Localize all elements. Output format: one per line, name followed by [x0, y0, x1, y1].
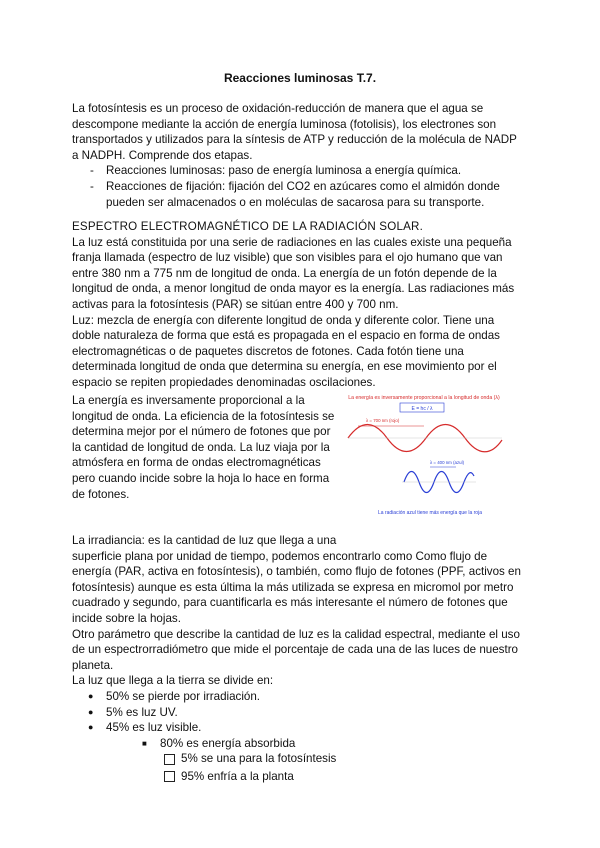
division-intro: La luz que llega a la tierra se divide en:: [72, 674, 274, 688]
page-title: Reacciones luminosas T.7.: [223, 71, 377, 85]
formula-label: E = hc / λ: [411, 406, 433, 412]
stages-list: [72, 163, 522, 210]
division-subsubitem: [72, 751, 522, 767]
subsubitem-label: 95% enfría a la planta: [181, 769, 294, 783]
division-item: ● 45% es luz visible.: [72, 720, 522, 736]
irradiance-section: [72, 533, 522, 785]
long-wave-label: λ = 700 nm (rojo): [366, 418, 400, 423]
short-wave-label: λ = 400 nm (azul): [430, 460, 465, 465]
energy-paragraph: La energía es inversamente proporcional a la longitud de onda. La eficiencia de la fotosíntesis se determina mejor por el número de fotones que por la cantidad de longitud de onda. La luz viaja por la atmósfera en forma de ondas electromagnéticas pero cuando incide sobre la hoja lo hace en forma de fotones.: [72, 394, 335, 501]
spectrum-section: [72, 219, 522, 391]
section-heading: ESPECTRO ELECTROMAGNÉTICO DE LA RADIACIÓN SOLAR.: [72, 220, 424, 233]
division-item: ● 5% es luz UV.: [72, 705, 522, 721]
figure-bottom-caption: La radiación azul tiene más energía que la roja: [378, 510, 482, 516]
spectrum-paragraph: La luz está constituida por una serie de radiaciones en las cuales existe una pequeña franja llamada (espectro de luz visible) que son visibles para el ojo humano que van entre 380 nm a 775 nm de longitud de onda. La energía de un fotón depende de la longitud de onda, a menor longitud de onda mayor es la energía. Las radiaciones más activas para la fotosíntesis (PAR) se sitúan entre 400 y 700 nm.: [72, 235, 515, 311]
intro-paragraph: La fotosíntesis es un proceso de oxidación-reducción de manera que el agua se descompone mediante la acción de energía luminosa (fotolisis), los electrones son transportados y utilizados para la síntesis de ATP y reducción de la molécula de NADP a NADPH. Comprende dos etapas.: [72, 102, 517, 162]
quality-paragraph: Otro parámetro que describe la cantidad de luz es la calidad espectral, mediante el uso de un espectrorradiómetro que mide el porcentaje de cada una de las luces de nuestro planeta.: [72, 627, 520, 672]
subsubitem-label: 5% se una para la fotosíntesis: [181, 752, 337, 766]
stage-item: - Reacciones de fijación: fijación del CO2 en azúcares como el almidón donde pueden ser almacenados o en moléculas de sacarosa para su transporte.: [72, 179, 522, 210]
intro-section: [72, 101, 522, 210]
figure-top-caption: La energía es inversamente proporcional a la longitud de onda (λ): [348, 395, 500, 401]
division-subsubitem: [72, 769, 522, 785]
division-item: ● 50% se pierde por irradiación.: [72, 689, 522, 705]
wave-diagram: [344, 390, 504, 520]
irradiance-paragraph: superficie plana por unidad de tiempo, podemos encontrarlo como Como flujo de energía (PAR, activa en fotosíntesis), o también, como flujo de fotones (PPF, activos en fotosíntesis) aunque es esta última la más utilizada se expresa en micromol por metro cuadrado y segundo, para cuantificarla es más interesante el número de fotones que incide sobre la hojas.: [72, 549, 521, 625]
division-subitem: ■ 80% es energía absorbida: [72, 736, 522, 752]
division-list: [72, 689, 522, 785]
checkbox-icon: [164, 754, 175, 765]
wavelength-figure: [344, 390, 504, 520]
irradiance-first-line: La irradiancia: es la cantidad de luz que llega a una: [72, 534, 337, 547]
checkbox-icon: [164, 771, 175, 782]
stage-item: - Reacciones luminosas: paso de energía luminosa a energía química.: [72, 163, 522, 179]
luz-paragraph: Luz: mezcla de energía con diferente longitud de onda y diferente color. Tiene una doble naturaleza de forma que está es propagada en el espacio en forma de ondas electromagnéticas o de paquetes discretos de fotones. Cada fotón tiene una determinada longitud de onda que determina su energía, en ese movimiento por el espacio se repiten propiedades denominadas oscilaciones.: [72, 313, 500, 389]
